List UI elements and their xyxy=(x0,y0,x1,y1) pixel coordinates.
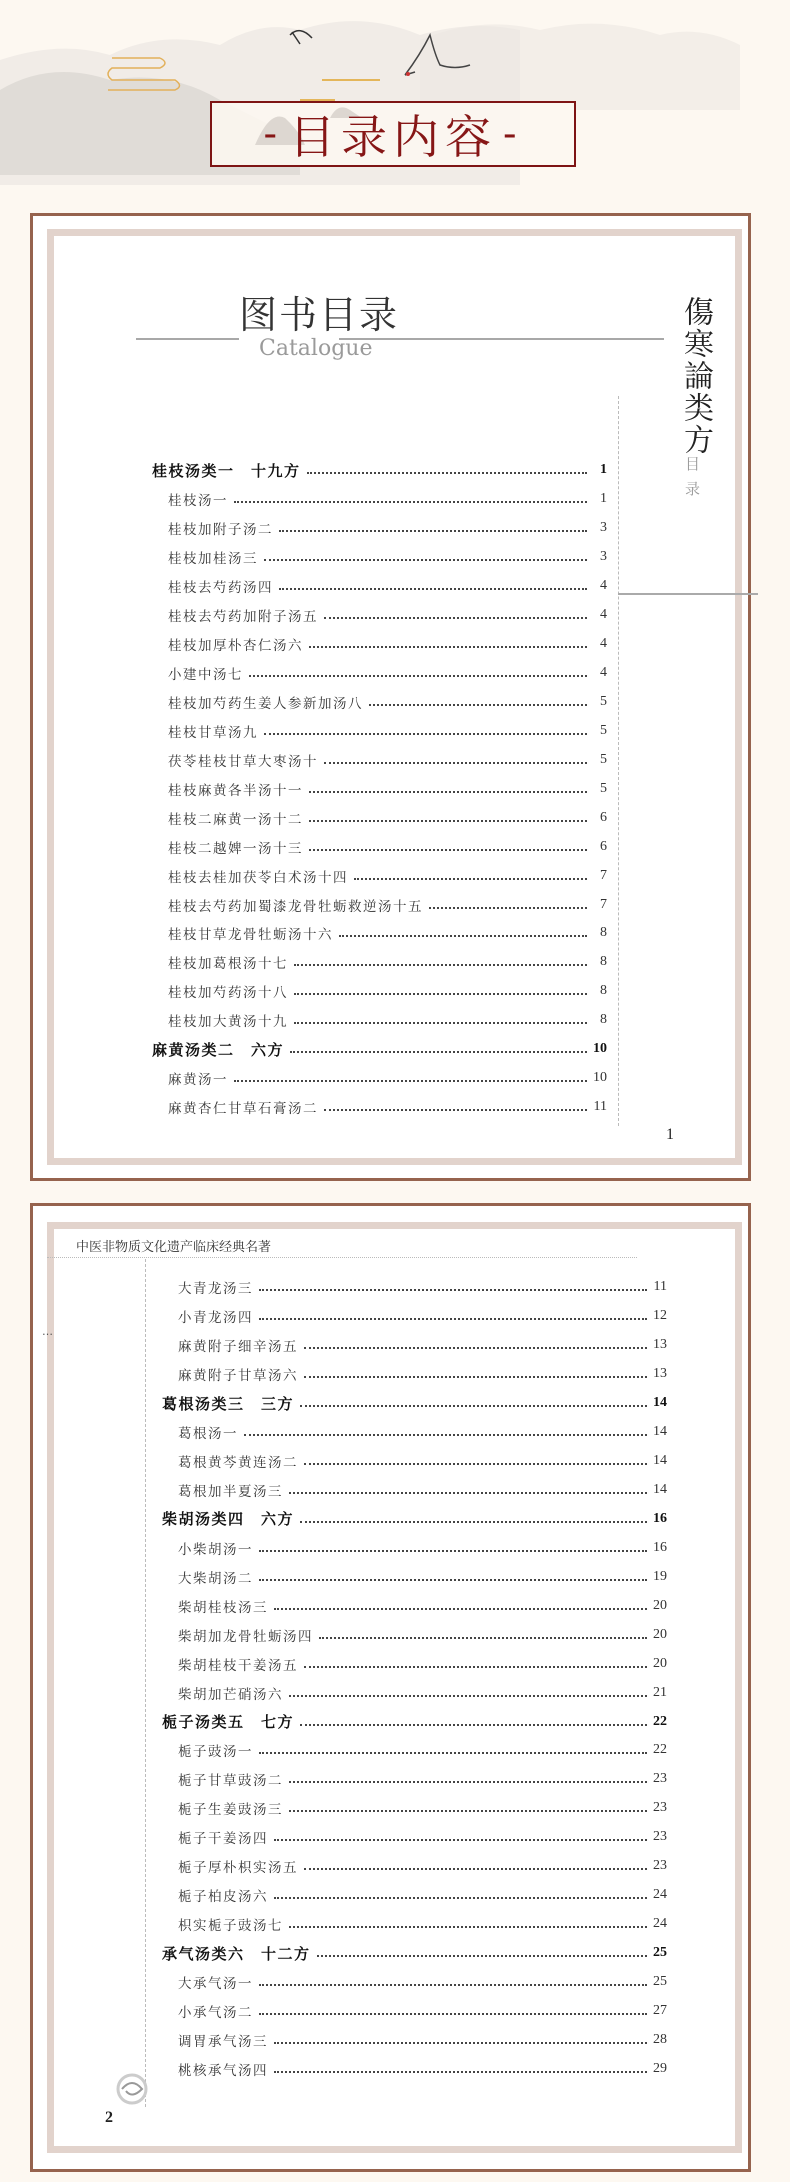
side-section-label: 目录 xyxy=(683,456,701,506)
entry-page-number: 16 xyxy=(653,1539,667,1555)
toc-entry[interactable] xyxy=(152,861,607,890)
dot-leader xyxy=(264,733,587,735)
dot-leader xyxy=(300,1521,647,1523)
entry-page-number: 4 xyxy=(600,578,607,594)
dot-leader xyxy=(259,1984,647,1986)
dot-leader xyxy=(289,1695,647,1697)
toc-entry[interactable] xyxy=(162,2025,667,2054)
entry-title: 桂枝汤类一 十九方 xyxy=(152,461,301,480)
entry-title: 桂枝麻黄各半汤十一 xyxy=(168,782,303,799)
entry-title: 桂枝甘草龙骨牡蛎汤十六 xyxy=(168,927,333,944)
dot-leader xyxy=(289,1926,647,1928)
toc-entry[interactable] xyxy=(162,1968,667,1997)
entry-page-number: 20 xyxy=(653,1597,667,1613)
dot-leader xyxy=(279,530,587,532)
entry-title: 栀子厚朴枳实汤五 xyxy=(178,1860,298,1877)
toc-entry[interactable] xyxy=(162,1852,667,1881)
toc-entry[interactable] xyxy=(162,1331,667,1360)
column-divider xyxy=(618,396,619,1126)
dot-leader xyxy=(429,907,587,909)
dot-leader xyxy=(274,1897,647,1899)
entry-title: 桂枝去芍药加蜀漆龙骨牡蛎救逆汤十五 xyxy=(168,898,423,915)
entry-title: 小青龙汤四 xyxy=(178,1310,253,1327)
entry-page-number: 14 xyxy=(653,1482,667,1498)
title-rule-left xyxy=(136,338,239,340)
entry-title: 桂枝加厚朴杏仁汤六 xyxy=(168,638,303,655)
entry-title: 麻黄杏仁甘草石膏汤二 xyxy=(168,1101,318,1118)
book-title: 图书目录 xyxy=(239,293,400,337)
entry-title: 桂枝加葛根汤十七 xyxy=(168,956,288,973)
header-rule xyxy=(47,1257,637,1258)
toc-entry[interactable] xyxy=(152,948,607,977)
entry-page-number: 5 xyxy=(600,751,607,767)
toc-entry[interactable] xyxy=(162,1447,667,1476)
dot-leader xyxy=(289,1492,647,1494)
dot-leader xyxy=(259,2013,647,2015)
toc-entry[interactable] xyxy=(152,659,607,688)
toc-category-entry[interactable] xyxy=(162,1505,667,1534)
toc-category-entry[interactable] xyxy=(162,1707,667,1736)
entry-page-number: 23 xyxy=(653,1858,667,1874)
toc-page-1 xyxy=(30,213,751,1181)
entry-title: 桂枝二麻黄一汤十二 xyxy=(168,811,303,828)
dot-leader xyxy=(309,849,587,851)
toc-entry[interactable] xyxy=(152,774,607,803)
entry-page-number: 14 xyxy=(653,1395,667,1411)
entry-page-number: 5 xyxy=(600,722,607,738)
entry-title: 大青龙汤三 xyxy=(178,1281,253,1298)
toc-page-2 xyxy=(30,1203,751,2172)
dot-leader xyxy=(294,993,587,995)
entry-page-number: 12 xyxy=(653,1308,667,1324)
dot-leader xyxy=(294,964,587,966)
entry-page-number: 3 xyxy=(600,520,607,536)
entry-page-number: 19 xyxy=(653,1568,667,1584)
entry-page-number: 11 xyxy=(653,1279,667,1295)
dot-leader xyxy=(304,1868,647,1870)
title-dash-right: - xyxy=(503,111,523,157)
entry-title: 柴胡桂枝汤三 xyxy=(178,1599,268,1616)
toc-entry[interactable] xyxy=(162,1591,667,1620)
toc-entry[interactable] xyxy=(162,1736,667,1765)
entry-title: 桂枝加附子汤二 xyxy=(168,522,273,539)
entry-title: 茯苓桂枝甘草大枣汤十 xyxy=(168,753,318,770)
toc-entry[interactable] xyxy=(162,1302,667,1331)
entry-page-number: 4 xyxy=(600,665,607,681)
entry-title: 麻黄汤类二 六方 xyxy=(152,1040,285,1059)
toc-entry[interactable] xyxy=(162,1823,667,1852)
running-head: 中医非物质文化遗产临床经典名著 xyxy=(76,1240,272,1255)
entry-page-number: 4 xyxy=(600,607,607,623)
entry-page-number: 25 xyxy=(653,1945,667,1961)
dot-leader xyxy=(324,1109,587,1111)
dot-leader xyxy=(304,1463,647,1465)
toc-entry[interactable] xyxy=(162,1910,667,1939)
dot-leader xyxy=(309,791,587,793)
entry-page-number: 16 xyxy=(653,1510,667,1526)
dot-leader xyxy=(289,1781,647,1783)
dot-leader xyxy=(309,820,587,822)
toc-entry[interactable] xyxy=(162,1418,667,1447)
toc-entry[interactable] xyxy=(162,1533,667,1562)
entry-page-number: 7 xyxy=(600,896,607,912)
page-number: 2 xyxy=(105,2109,113,2126)
toc-entry[interactable] xyxy=(152,977,607,1006)
entry-title: 小建中汤七 xyxy=(168,667,243,684)
entry-page-number: 21 xyxy=(653,1684,667,1700)
entry-title: 小承气汤二 xyxy=(178,2004,253,2021)
dot-leader xyxy=(234,1080,587,1082)
entry-title: 麻黄附子甘草汤六 xyxy=(178,1368,298,1385)
entry-title: 柴胡桂枝干姜汤五 xyxy=(178,1657,298,1674)
entry-page-number: 14 xyxy=(653,1453,667,1469)
entry-page-number: 8 xyxy=(600,925,607,941)
toc-entry[interactable] xyxy=(152,1006,607,1035)
dot-leader xyxy=(274,2042,647,2044)
entry-page-number: 3 xyxy=(600,549,607,565)
dot-leader xyxy=(279,588,587,590)
page-number: 1 xyxy=(666,1126,674,1143)
entry-page-number: 10 xyxy=(593,1041,607,1057)
dot-leader xyxy=(354,878,587,880)
dot-leader xyxy=(304,1666,647,1668)
entry-page-number: 11 xyxy=(593,1099,607,1115)
entry-title: 桃核承气汤四 xyxy=(178,2062,268,2079)
entry-title: 承气汤类六 十二方 xyxy=(162,1944,311,1963)
dot-leader xyxy=(234,501,587,503)
dot-leader xyxy=(317,1955,647,1957)
toc-entry[interactable] xyxy=(162,1678,667,1707)
toc-entry[interactable] xyxy=(152,485,607,514)
dot-leader xyxy=(309,646,587,648)
entry-page-number: 28 xyxy=(653,2031,667,2047)
dot-leader xyxy=(289,1810,647,1812)
toc-entry[interactable] xyxy=(162,1881,667,1910)
section-title: 目录内容 xyxy=(289,110,497,164)
entry-title: 桂枝加芍药生姜人参新加汤八 xyxy=(168,695,363,712)
entry-title: 麻黄附子细辛汤五 xyxy=(178,1339,298,1356)
title-rule-right xyxy=(339,338,664,340)
dot-leader xyxy=(369,704,587,706)
entry-page-number: 29 xyxy=(653,2060,667,2076)
toc-entry[interactable] xyxy=(152,745,607,774)
entry-title: 葛根黄芩黄连汤二 xyxy=(178,1455,298,1472)
catalogue-subtitle: Catalogue xyxy=(259,336,373,361)
entry-page-number: 1 xyxy=(600,491,607,507)
dot-leader xyxy=(274,2071,647,2073)
entry-page-number: 20 xyxy=(653,1626,667,1642)
toc-entry[interactable] xyxy=(152,1093,607,1122)
dot-leader xyxy=(259,1752,647,1754)
dot-leader xyxy=(249,675,587,677)
toc-entry[interactable] xyxy=(162,2054,667,2083)
dot-leader xyxy=(274,1608,647,1610)
dot-leader xyxy=(259,1579,647,1581)
toc-entry[interactable] xyxy=(162,1562,667,1591)
entry-title: 大承气汤一 xyxy=(178,1975,253,1992)
entry-page-number: 24 xyxy=(653,1887,667,1903)
entry-page-number: 27 xyxy=(653,2002,667,2018)
dot-leader xyxy=(324,762,587,764)
entry-page-number: 8 xyxy=(600,954,607,970)
dot-leader xyxy=(290,1051,587,1053)
banner xyxy=(0,0,790,185)
entry-page-number: 10 xyxy=(593,1070,607,1086)
entry-page-number: 5 xyxy=(600,693,607,709)
entry-title: 柴胡汤类四 六方 xyxy=(162,1510,295,1529)
entry-page-number: 14 xyxy=(653,1424,667,1440)
entry-title: 葛根汤一 xyxy=(178,1426,238,1443)
toc-entry[interactable] xyxy=(152,803,607,832)
entry-page-number: 13 xyxy=(653,1337,667,1353)
dot-leader xyxy=(259,1550,647,1552)
toc-entry[interactable] xyxy=(162,1476,667,1505)
entry-title: 栀子柏皮汤六 xyxy=(178,1889,268,1906)
entry-page-number: 20 xyxy=(653,1655,667,1671)
entry-title: 桂枝去芍药汤四 xyxy=(168,580,273,597)
toc-entry[interactable] xyxy=(152,688,607,717)
entry-title: 栀子豉汤一 xyxy=(178,1744,253,1761)
entry-page-number: 5 xyxy=(600,780,607,796)
entry-title: 大柴胡汤二 xyxy=(178,1570,253,1587)
entry-title: 栀子甘草豉汤二 xyxy=(178,1773,283,1790)
entry-title: 小柴胡汤一 xyxy=(178,1541,253,1558)
toc-list xyxy=(162,1273,667,2083)
dot-leader xyxy=(304,1347,647,1349)
dot-leader xyxy=(264,559,587,561)
entry-page-number: 23 xyxy=(653,1800,667,1816)
entry-title: 麻黄汤一 xyxy=(168,1072,228,1089)
toc-entry[interactable] xyxy=(162,1620,667,1649)
seal-script-book-title: 傷寒論类方 xyxy=(678,296,713,456)
entry-page-number: 8 xyxy=(600,1012,607,1028)
title-dash-left: - xyxy=(263,111,283,157)
entry-page-number: 1 xyxy=(600,462,607,478)
dot-leader xyxy=(244,1434,647,1436)
entry-page-number: 24 xyxy=(653,1916,667,1932)
entry-page-number: 6 xyxy=(600,838,607,854)
toc-entry[interactable] xyxy=(162,1765,667,1794)
dot-leader xyxy=(307,472,587,474)
toc-entry[interactable] xyxy=(162,1996,667,2025)
entry-title: 枳实栀子豉汤七 xyxy=(178,1918,283,1935)
toc-entry[interactable] xyxy=(152,832,607,861)
entry-title: 调胃承气汤三 xyxy=(178,2033,268,2050)
toc-entry[interactable] xyxy=(152,716,607,745)
entry-title: 桂枝去桂加茯苓白术汤十四 xyxy=(168,869,348,886)
toc-entry[interactable] xyxy=(162,1360,667,1389)
toc-entry[interactable] xyxy=(152,630,607,659)
entry-page-number: 22 xyxy=(653,1713,667,1729)
entry-title: 柴胡加龙骨牡蛎汤四 xyxy=(178,1628,313,1645)
toc-entry[interactable] xyxy=(152,890,607,919)
entry-page-number: 22 xyxy=(653,1742,667,1758)
dot-leader xyxy=(324,617,587,619)
toc-entry[interactable] xyxy=(162,1649,667,1678)
side-rule xyxy=(618,593,758,595)
page-2-inner xyxy=(42,1222,742,2153)
dot-leader xyxy=(300,1724,647,1726)
entry-title: 桂枝加桂汤三 xyxy=(168,551,258,568)
entry-title: 栀子汤类五 七方 xyxy=(162,1713,295,1732)
entry-page-number: 25 xyxy=(653,1973,667,1989)
toc-entry[interactable] xyxy=(152,572,607,601)
toc-category-entry[interactable] xyxy=(152,1035,607,1064)
entry-title: 桂枝加大黄汤十九 xyxy=(168,1014,288,1031)
dot-leader xyxy=(304,1376,647,1378)
toc-category-entry[interactable] xyxy=(162,1939,667,1968)
entry-title: 栀子干姜汤四 xyxy=(178,1831,268,1848)
toc-category-entry[interactable] xyxy=(162,1389,667,1418)
toc-entry[interactable] xyxy=(162,1273,667,1302)
toc-category-entry[interactable] xyxy=(152,456,607,485)
entry-title: 葛根加半夏汤三 xyxy=(178,1484,283,1501)
dot-leader xyxy=(294,1022,587,1024)
entry-title: 桂枝加芍药汤十八 xyxy=(168,985,288,1002)
entry-page-number: 6 xyxy=(600,809,607,825)
toc-entry[interactable] xyxy=(162,1794,667,1823)
entry-title: 栀子生姜豉汤三 xyxy=(178,1802,283,1819)
entry-title: 葛根汤类三 三方 xyxy=(162,1394,295,1413)
entry-title: 柴胡加芒硝汤六 xyxy=(178,1686,283,1703)
entry-page-number: 8 xyxy=(600,983,607,999)
entry-page-number: 13 xyxy=(653,1366,667,1382)
entry-page-number: 23 xyxy=(653,1771,667,1787)
toc-entry[interactable] xyxy=(152,514,607,543)
dot-leader xyxy=(259,1289,647,1291)
toc-entry[interactable] xyxy=(152,1064,607,1093)
entry-page-number: 23 xyxy=(653,1829,667,1845)
toc-list xyxy=(152,456,607,1122)
swirl-logo-icon xyxy=(114,2071,150,2107)
margin-mark: … xyxy=(42,1325,53,1338)
entry-title: 桂枝汤一 xyxy=(168,493,228,510)
column-divider xyxy=(145,1259,146,2107)
toc-entry[interactable] xyxy=(152,543,607,572)
section-title-box xyxy=(210,101,576,167)
page-1-inner xyxy=(47,229,742,1165)
dot-leader xyxy=(300,1405,647,1407)
toc-entry[interactable] xyxy=(152,601,607,630)
entry-title: 桂枝甘草汤九 xyxy=(168,724,258,741)
entry-title: 桂枝二越婢一汤十三 xyxy=(168,840,303,857)
dot-leader xyxy=(319,1637,647,1639)
toc-entry[interactable] xyxy=(152,919,607,948)
dot-leader xyxy=(339,935,587,937)
dot-leader xyxy=(274,1839,647,1841)
dot-leader xyxy=(259,1318,647,1320)
entry-page-number: 4 xyxy=(600,636,607,652)
entry-title: 桂枝去芍药加附子汤五 xyxy=(168,609,318,626)
entry-page-number: 7 xyxy=(600,867,607,883)
